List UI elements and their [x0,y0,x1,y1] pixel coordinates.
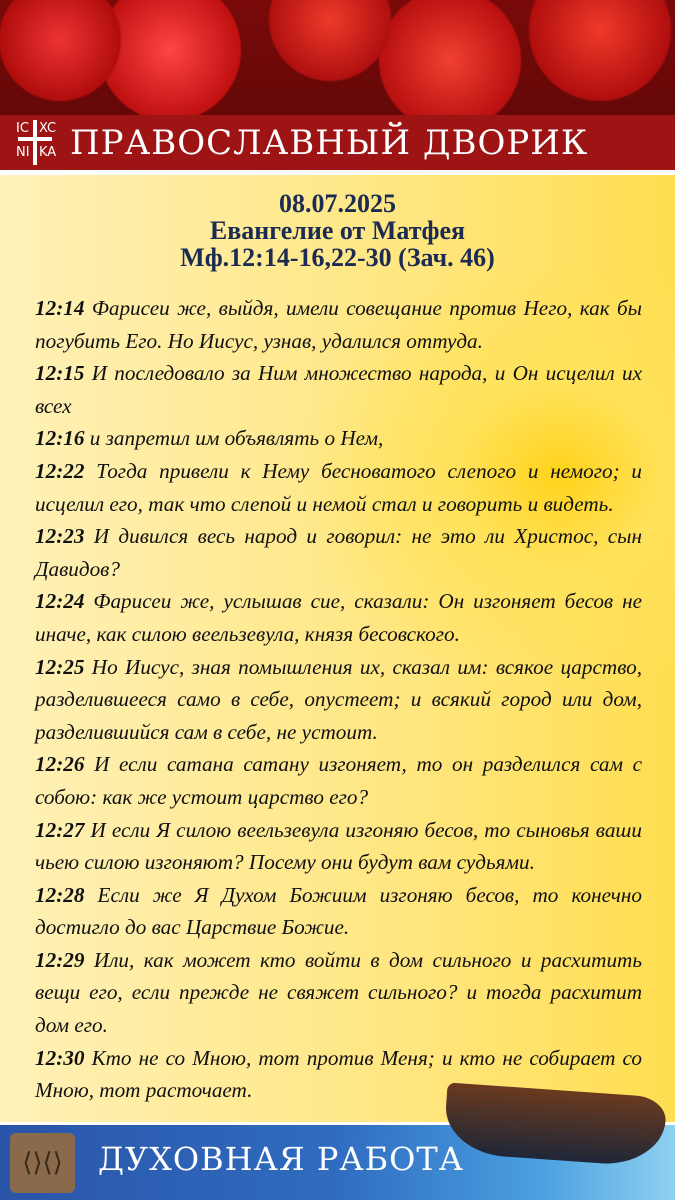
divider [0,170,675,175]
verse-number: 12:15 [35,361,85,386]
verse-text: Или, как может кто войти в дом сильного и расхитить вещи его, если прежде не свяжет сильного? и тогда расхитит дом его. [35,947,643,1038]
verse-number: 12:26 [35,752,85,777]
verse-number: 12:16 [35,426,85,451]
verse [35,292,642,357]
verse-text: И последовало за Ним множество народа, и Он исцелил их всех [35,361,642,418]
verse-number: 12:30 [35,1045,85,1070]
verse [35,422,642,455]
gospel-book: Евангелие от Матфея [209,216,466,245]
title-band [0,115,675,170]
verse-number: 12:25 [35,654,85,679]
verse-text: Фарисеи же, услышав сие, сказали: Он изгоняет бесов не иначе, как силою веельзевула, князя бесовского. [35,589,643,646]
reading-heading [0,175,675,271]
reference: Мф.12:14-16,22-30 (Зач. 46) [180,243,495,272]
verse [35,357,642,422]
verse-number: 12:28 [35,882,85,907]
verse-number: 12:29 [35,947,85,972]
verse [35,520,642,585]
verse-number: 12:24 [35,589,85,614]
verse [35,814,642,879]
verse-text: и запретил им объявлять о Нем, [89,426,384,451]
verse-text: Кто не со Мною, тот против Меня; и кто не собирает со Мною, тот расточает. [35,1045,642,1103]
verse-text: И если сатана сатану изгоняет, то он разделился сам с собою: как же устоит царство его? [35,752,643,809]
monogram-text: KA [39,145,57,160]
monogram-text: IC [16,121,29,136]
verse-text: Если же Я Духом Божиим изгоняю бесов, то конечно достигло до вас Царствие Божие. [35,882,642,940]
footer-title: ДУХОВНАЯ РАБОТА [98,1140,464,1178]
verse-text: Но Иисус, зная помышления их, сказал им: всякое царство, разделившееся само в себе, опустеет; и всякий город или дом, разделившийся сам в себе, не устоит. [35,654,643,744]
monogram-text: XC [39,121,57,136]
verse [35,455,642,520]
ichthys-emblem-icon: ⟨⟩⟨⟩ [10,1133,75,1193]
header-banner [0,0,675,170]
verse-number: 12:23 [35,524,85,549]
cross-monogram-icon [0,115,70,170]
verse-number: 12:27 [35,817,85,842]
verse-list [35,292,642,1107]
verse-text: И дивился весь народ и говорил: не это ли Христос, сын Давидов? [35,524,643,581]
verse [35,748,642,813]
verse-text: Тогда привели к Нему бесноватого слепого и немого; и исцелил его, так что слепой и немой стал и говорить и видеть. [35,458,642,516]
verse-number: 12:22 [35,458,85,483]
verse-text: И если Я силою веельзевула изгоняю бесов, то сыновья ваши чьею силою изгоняют? Посему они будут вам судьями. [35,817,643,875]
verse [35,879,642,944]
reading-panel [0,175,675,1122]
verse [35,944,642,1042]
verse-text: Фарисеи же, выйдя, имели совещание против Него, как бы погубить Его. Но Иисус, узнав, удалился оттуда. [35,296,642,353]
verse [35,651,642,749]
date: 08.07.2025 [279,189,396,218]
site-title: ПРАВОСЛАВНЫЙ ДВОРИК [70,122,589,163]
verse-number: 12:14 [35,296,85,320]
monogram-text: NI [16,145,30,160]
verse [35,585,642,650]
